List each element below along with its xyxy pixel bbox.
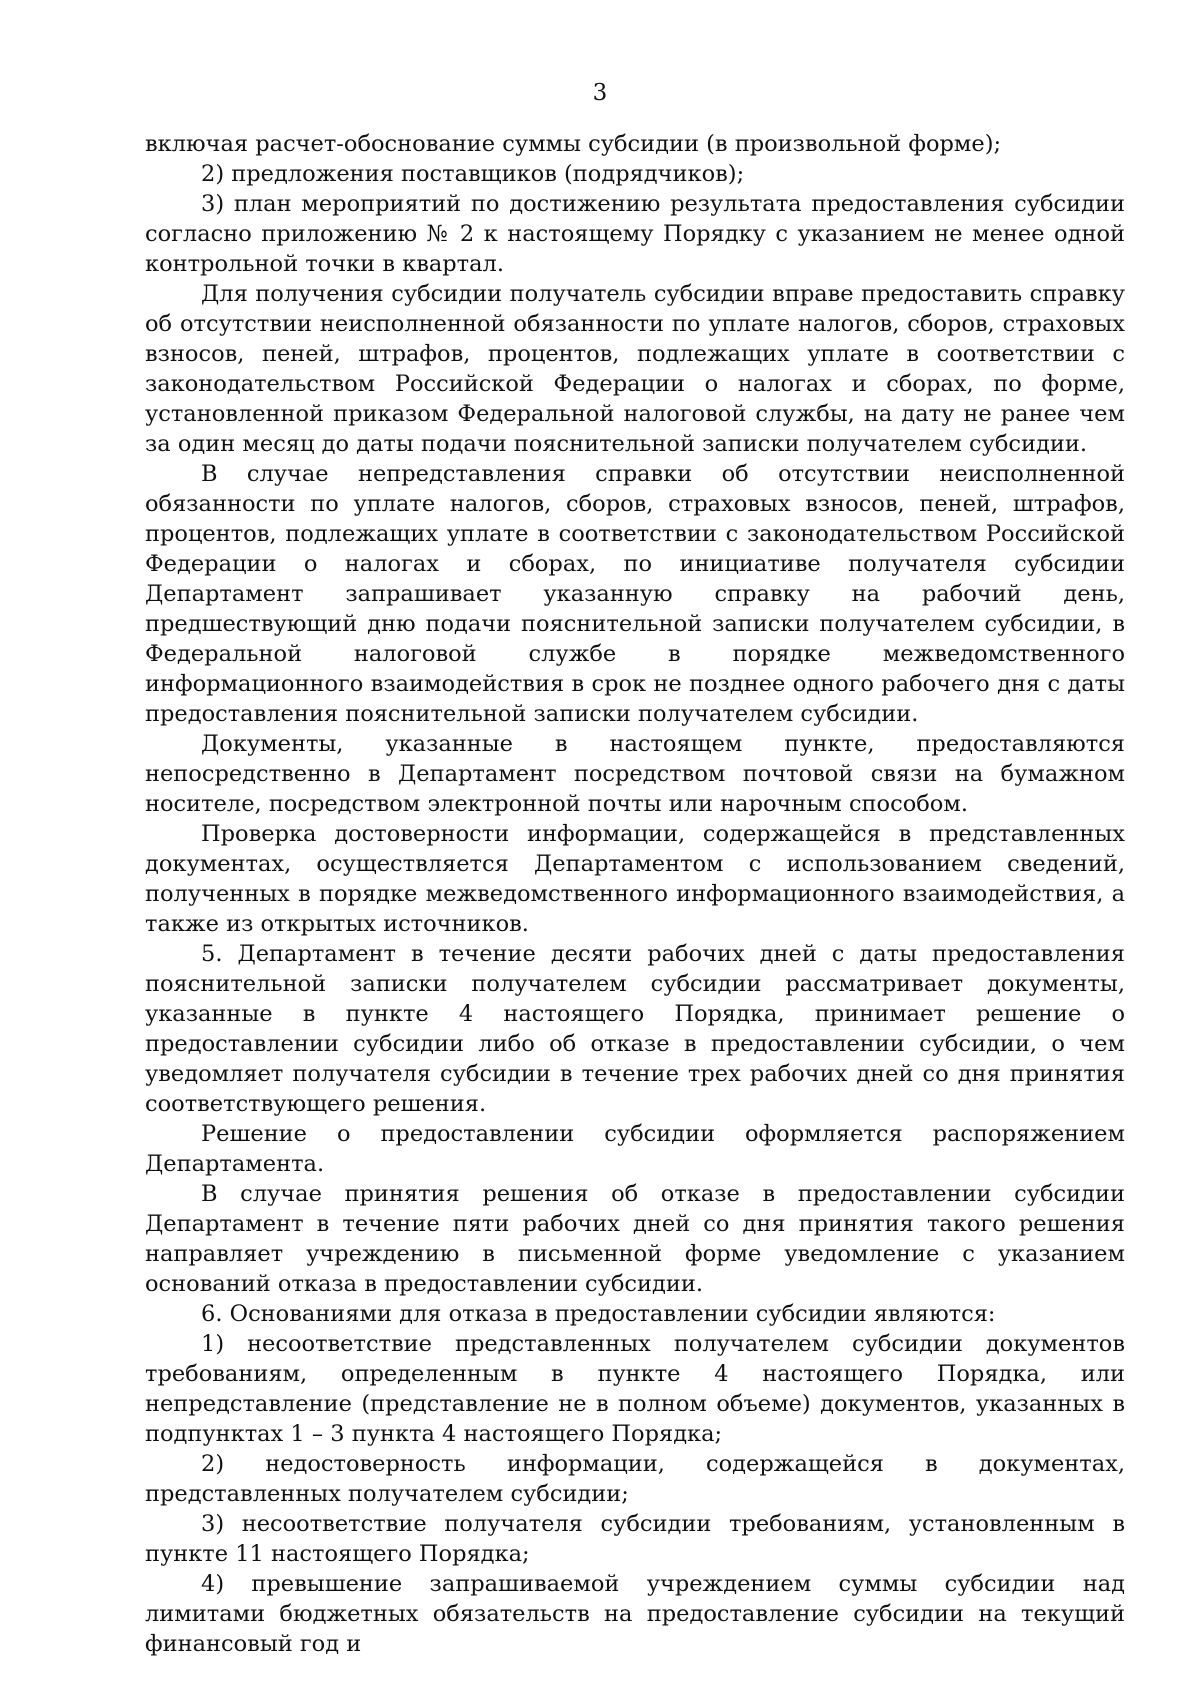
paragraph: 5. Департамент в течение десяти рабочих дней с даты предоставления пояснительной записки получателем субсидии рассматривает документы, указанные в пункте 4 настоящего Порядка, принимает решение о предоставлении субсидии либо об отказе в предоставлении субсидии, о чем уведомляет получателя субсидии в течение трех рабочих дней со дня принятия соответствующего решения. bbox=[145, 941, 1125, 1117]
paragraph: 3) план мероприятий по достижению результата предоставления субсидии согласно приложению № 2 к настоящему Порядку с указанием не менее одной контрольной точки в квартал. bbox=[145, 191, 1125, 277]
paragraph: Документы, указанные в настоящем пункте, предоставляются непосредственно в Департамент посредством почтовой связи на бумажном носителе, посредством электронной почты или нарочным способом. bbox=[145, 731, 1125, 817]
page-number: 3 bbox=[592, 80, 608, 106]
paragraph: 4) превышение запрашиваемой учреждением суммы субсидии над лимитами бюджетных обязательств на предоставление субсидии на текущий финансовый год и bbox=[145, 1571, 1125, 1657]
paragraph: В случае непредставления справки об отсутствии неисполненной обязанности по уплате налогов, сборов, страховых взносов, пеней, штрафов, процентов, подлежащих уплате в соответствии с законодательством Российской Федерации о налогах и сборах, по инициативе получателя субсидии Департамент запрашивает указанную справку на рабочий день, предшествующий дню подачи пояснительной записки получателем субсидии, в Федеральной налоговой службе в порядке межведомственного информационного взаимодействия в срок не позднее одного рабочего дня с даты предоставления пояснительной записки получателем субсидии. bbox=[145, 461, 1125, 727]
paragraph: Решение о предоставлении субсидии оформляется распоряжением Департамента. bbox=[145, 1121, 1125, 1177]
paragraph: 3) несоответствие получателя субсидии требованиям, установленным в пункте 11 настоящего Порядка; bbox=[145, 1511, 1125, 1567]
paragraph: 1) несоответствие представленных получателем субсидии документов требованиям, определенным в пункте 4 настоящего Порядка, или непредставление (представление не в полном объеме) документов, указанных в подпунктах 1 – 3 пункта 4 настоящего Порядка; bbox=[145, 1331, 1125, 1447]
paragraph: Проверка достоверности информации, содержащейся в представленных документах, осуществляется Департаментом с использованием сведений, полученных в порядке межведомственного информационного взаимодействия, а также из открытых источников. bbox=[145, 821, 1125, 937]
paragraph: 2) недостоверность информации, содержащейся в документах, представленных получателем субсидии; bbox=[145, 1451, 1125, 1507]
paragraph: В случае принятия решения об отказе в предоставлении субсидии Департамент в течение пяти рабочих дней со дня принятия такого решения направляет учреждению в письменной форме уведомление с указанием оснований отказа в предоставлении субсидии. bbox=[145, 1181, 1125, 1297]
paragraph: Для получения субсидии получатель субсидии вправе предоставить справку об отсутствии неисполненной обязанности по уплате налогов, сборов, страховых взносов, пеней, штрафов, процентов, подлежащих уплате в соответствии с законодательством Российской Федерации о налогах и сборах, по форме, установленной приказом Федеральной налоговой службы, на дату не ранее чем за один месяц до даты подачи пояснительной записки получателем субсидии. bbox=[145, 281, 1125, 457]
paragraph: 6. Основаниями для отказа в предоставлении субсидии являются: bbox=[201, 1301, 996, 1327]
document-body bbox=[145, 129, 1125, 1659]
paragraph: включая расчет-обоснование суммы субсидии (в произвольной форме); bbox=[145, 131, 1002, 157]
paragraph: 2) предложения поставщиков (подрядчиков); bbox=[201, 161, 745, 187]
